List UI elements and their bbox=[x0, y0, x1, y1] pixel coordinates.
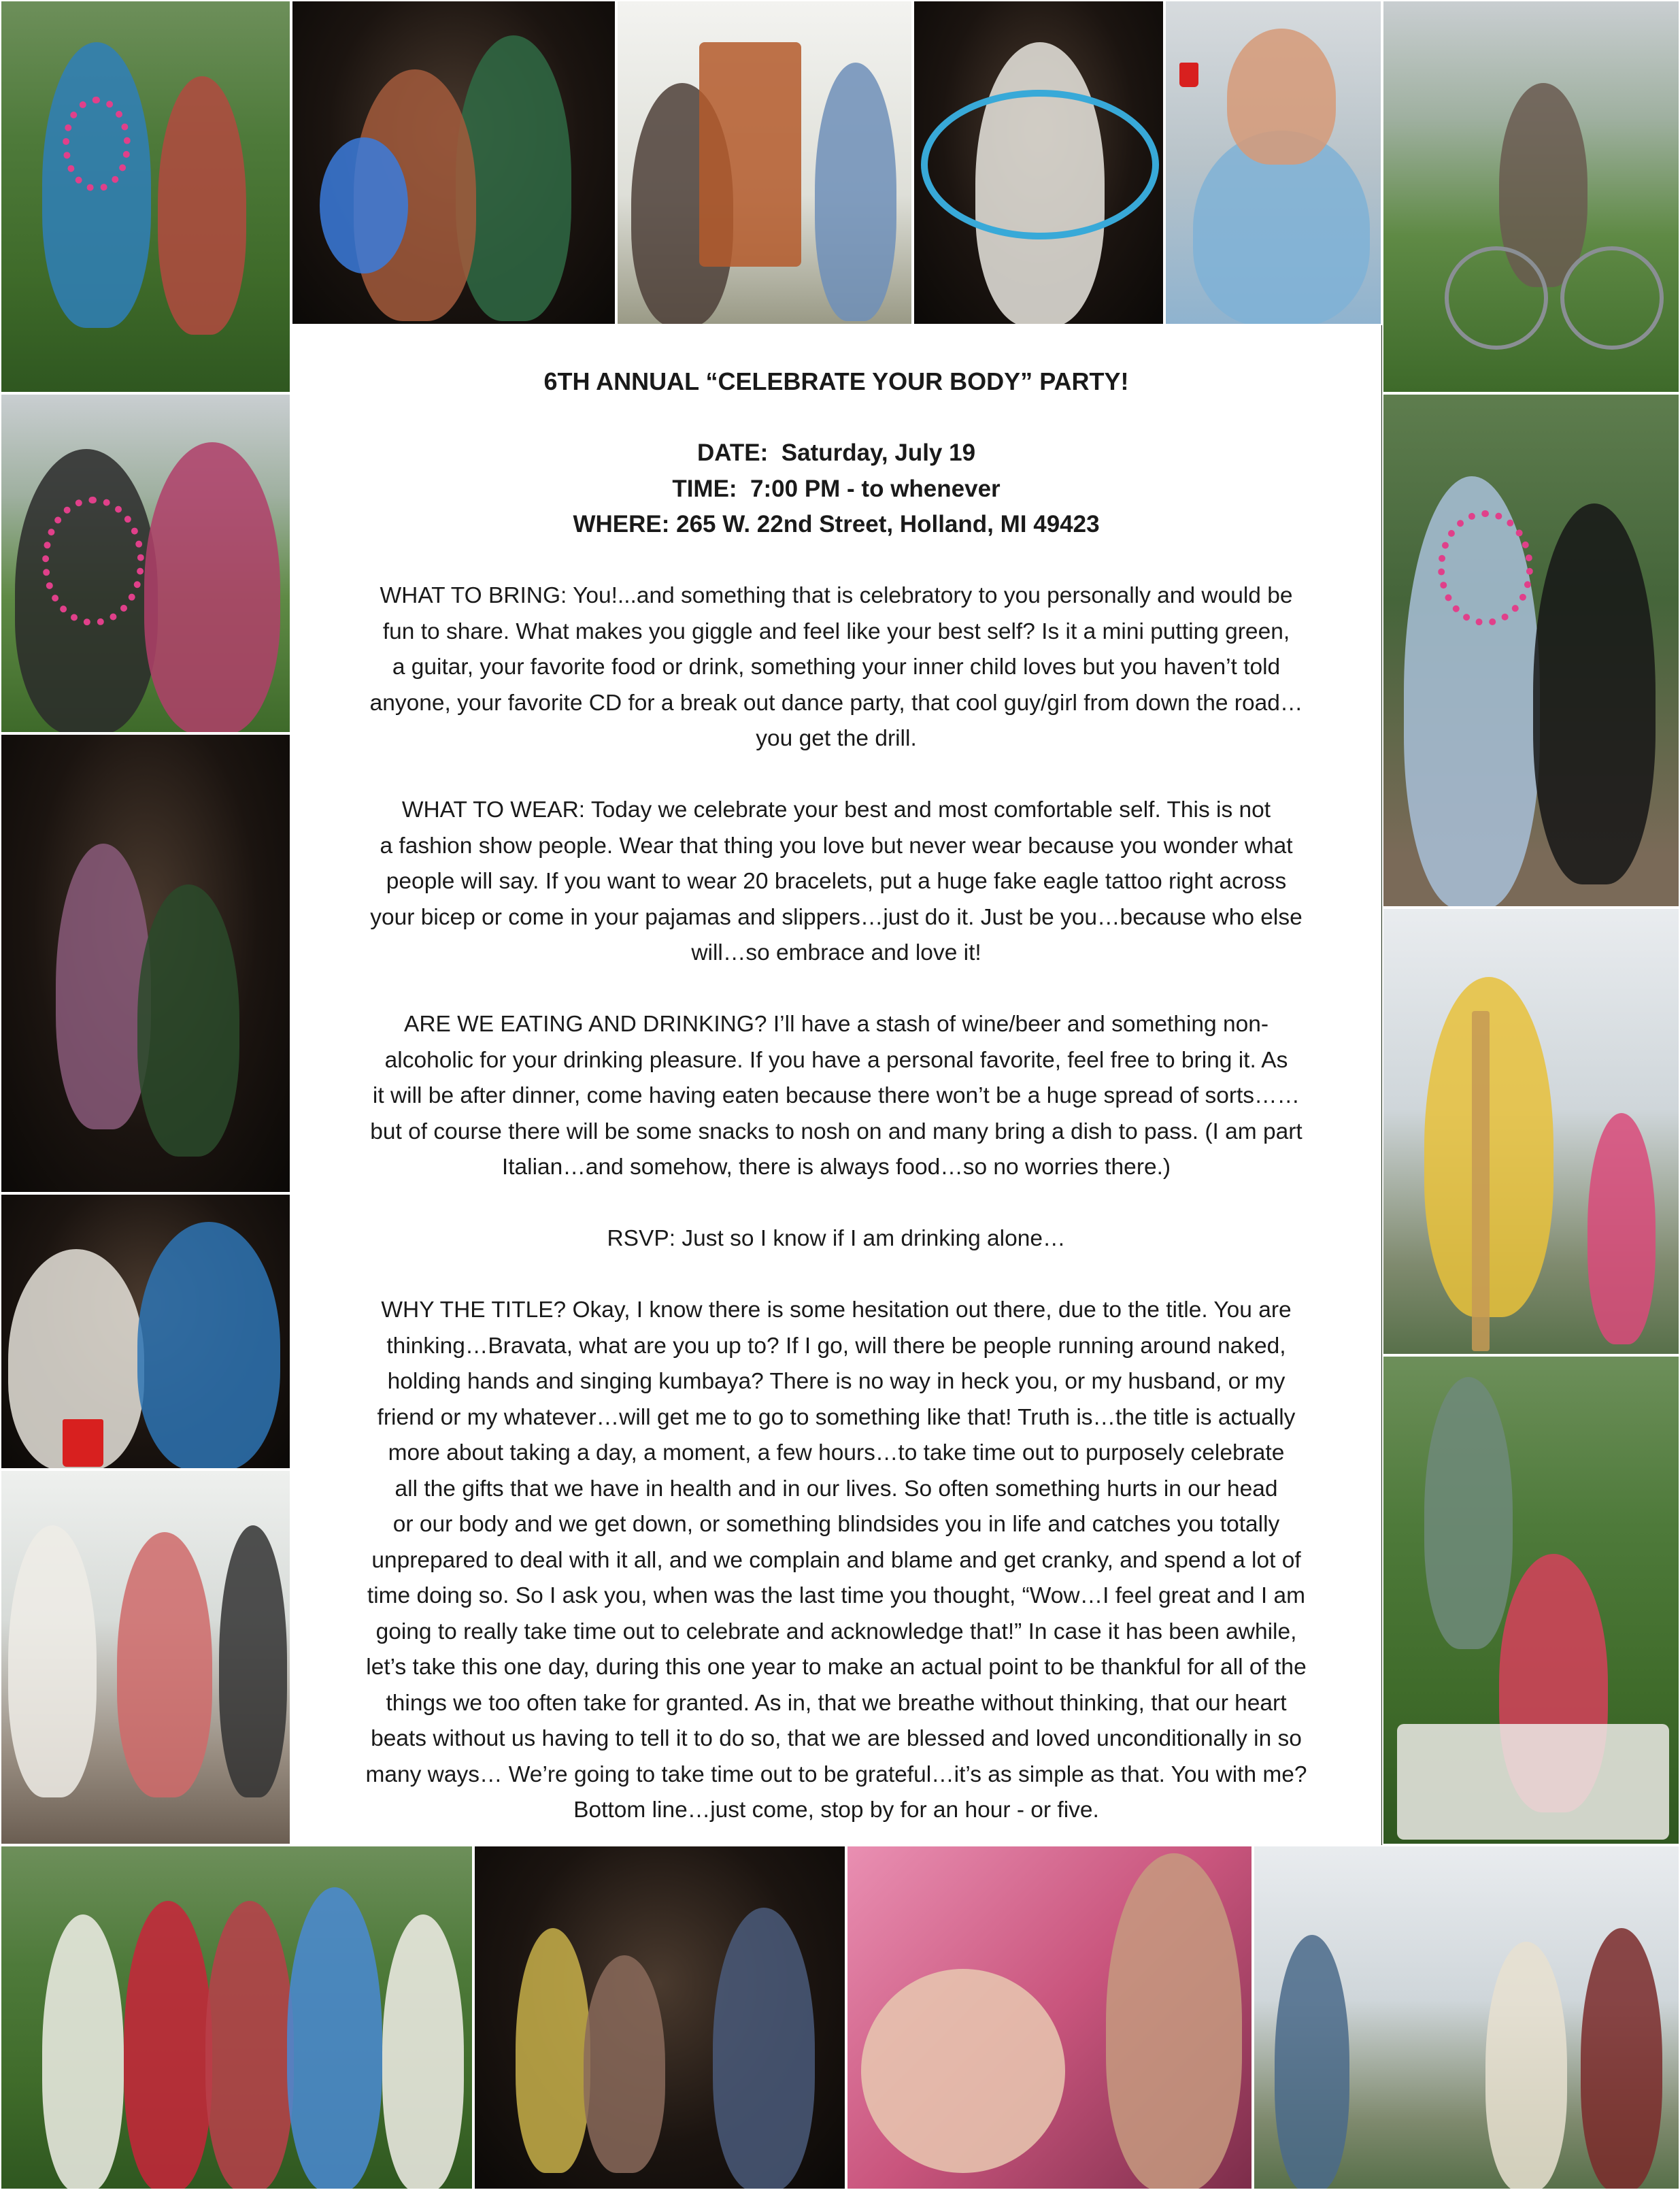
shirt-print-text bbox=[1, 1, 2, 2]
what-to-bring-paragraph bbox=[305, 578, 1368, 757]
jersey-number-text bbox=[1, 1846, 2, 1847]
paragraph-line: more about taking a day, a moment, a few hours…to take time out to purposely celebrate bbox=[388, 1440, 1285, 1465]
photo-tiki-torch bbox=[1382, 908, 1680, 1355]
why-the-title-paragraph bbox=[305, 1293, 1368, 1829]
paragraph-line: WHAT TO WEAR: Today we celebrate your best and most comfortable self. This is not bbox=[401, 797, 1271, 823]
where-label: WHERE: bbox=[573, 511, 670, 537]
photo-deck-women bbox=[0, 1470, 291, 1845]
photo-garden-sculpture bbox=[616, 0, 913, 325]
date-value: Saturday, July 19 bbox=[781, 439, 976, 466]
paragraph-line: a fashion show people. Wear that thing you love but never wear because you wonder what bbox=[380, 833, 1293, 859]
photo-hammock-painting bbox=[1382, 1355, 1680, 1845]
paragraph-line: WHAT TO BRING: You!...and something that is celebratory to you personally and would be bbox=[380, 583, 1293, 608]
time-value: 7:00 PM bbox=[750, 475, 841, 502]
paragraph-line: unprepared to deal with it all, and we complain and blame and get cranky, and spend a lot of bbox=[371, 1547, 1301, 1573]
paragraph-line: alcoholic for your drinking pleasure. If you have a personal favorite, feel free to bring it. As bbox=[384, 1047, 1288, 1073]
time-suffix: - to whenever bbox=[840, 475, 1001, 502]
photo-belly-painting bbox=[846, 1845, 1253, 2190]
paragraph-line: beats without us having to tell it to do so, that we are blessed and loved unconditionally in so bbox=[371, 1726, 1302, 1751]
paragraph-line: many ways… We’re going to take time out to be grateful…it’s as simple as that. You with me? bbox=[365, 1761, 1307, 1787]
date-label: DATE: bbox=[696, 439, 769, 466]
jersey-team-text bbox=[1, 1846, 2, 1847]
paragraph-line: WHY THE TITLE? Okay, I know there is some hesitation out there, due to the title. You are bbox=[381, 1297, 1292, 1323]
belly-shirt-text bbox=[847, 1846, 848, 1847]
photo-couple-boa bbox=[1382, 393, 1680, 908]
paragraph-line: friend or my whatever…will get me to go to something like that! Truth is…the title is actually bbox=[377, 1404, 1296, 1430]
photo-kids-costumes bbox=[0, 0, 291, 393]
photo-bicycle-mask bbox=[1382, 0, 1680, 393]
what-to-wear-paragraph bbox=[305, 793, 1368, 972]
photo-two-women-wine bbox=[0, 1193, 291, 1470]
photo-night-dancing bbox=[0, 733, 291, 1193]
photo-group-jerseys bbox=[0, 1845, 473, 2190]
photo-hula-hoop bbox=[913, 0, 1164, 325]
shirt-logo-text bbox=[1, 1846, 2, 1847]
paragraph-line: your bicep or come in your pajamas and slippers…just do it. Just be you…because who else bbox=[370, 904, 1303, 930]
photo-sunglasses-friends bbox=[0, 393, 291, 733]
paragraph-line: a guitar, your favorite food or drink, something your inner child loves but you haven’t told bbox=[392, 654, 1281, 680]
time-label: TIME: bbox=[672, 475, 737, 502]
paragraph-line: Italian…and somehow, there is always food…so no worries there.) bbox=[501, 1155, 1171, 1180]
paragraph-line: Bottom line…just come, stop by for an hour - or five. bbox=[573, 1797, 1099, 1823]
rsvp-line: RSVP: Just so I know if I am drinking alone… bbox=[607, 1226, 1066, 1251]
paragraph-line: or our body and we get down, or something blindsides you in life and catches you totally bbox=[392, 1512, 1280, 1537]
paragraph-line: fun to share. What makes you giggle and feel like your best self? Is it a mini putting green, bbox=[382, 618, 1290, 644]
paragraph-line: holding hands and singing kumbaya? There is no way in heck you, or my husband, or my bbox=[387, 1369, 1286, 1394]
paragraph-line: going to really take time out to celebrate and acknowledge that!” In case it has been awhile, bbox=[375, 1619, 1297, 1644]
paragraph-line: all the gifts that we have in health and in our lives. So often something hurts in our head bbox=[394, 1476, 1278, 1502]
paragraph-line: ARE WE EATING AND DRINKING? I’ll have a stash of wine/beer and something non- bbox=[403, 1012, 1269, 1037]
paragraph-line: let’s take this one day, during this one year to make an actual point to be thankful for all of the bbox=[366, 1655, 1307, 1680]
paragraph-line: people will say. If you want to wear 20 bracelets, put a huge fake eagle tattoo right across bbox=[386, 869, 1287, 894]
invitation-title: 6TH ANNUAL “CELEBRATE YOUR BODY” PARTY! bbox=[543, 367, 1129, 395]
photo-butterfly-hug bbox=[291, 0, 616, 325]
paragraph-line: you get the drill. bbox=[756, 726, 917, 751]
paragraph-line: thinking…Bravata, what are you up to? If I go, will there be people running around naked, bbox=[386, 1333, 1286, 1359]
event-date bbox=[305, 435, 1368, 471]
paragraph-line: it will be after dinner, come having eaten because there won’t be a huge spread of sorts…… bbox=[372, 1083, 1300, 1108]
photo-yard-crowd bbox=[1253, 1845, 1680, 2190]
paragraph-line: will…so embrace and love it! bbox=[691, 940, 981, 965]
photo-superman-shirt bbox=[1164, 0, 1382, 325]
paragraph-line: time doing so. So I ask you, when was the last time you thought, “Wow…I feel great and I am bbox=[367, 1583, 1306, 1608]
eating-drinking-paragraph bbox=[305, 1007, 1368, 1186]
event-time bbox=[305, 471, 1368, 508]
paragraph-line: anyone, your favorite CD for a break out dance party, that cool guy/girl from down the road… bbox=[369, 690, 1303, 716]
invitation-text-panel bbox=[291, 325, 1381, 1845]
photo-dance-party bbox=[473, 1845, 846, 2190]
paragraph-line: but of course there will be some snacks to nosh on and many bring a dish to pass. (I am part bbox=[370, 1118, 1303, 1144]
where-value: 265 W. 22nd Street, Holland, MI 49423 bbox=[676, 511, 1100, 537]
event-location bbox=[305, 507, 1368, 543]
paragraph-line: things we too often take for granted. As in, that we breathe without thinking, that our heart bbox=[386, 1690, 1287, 1716]
